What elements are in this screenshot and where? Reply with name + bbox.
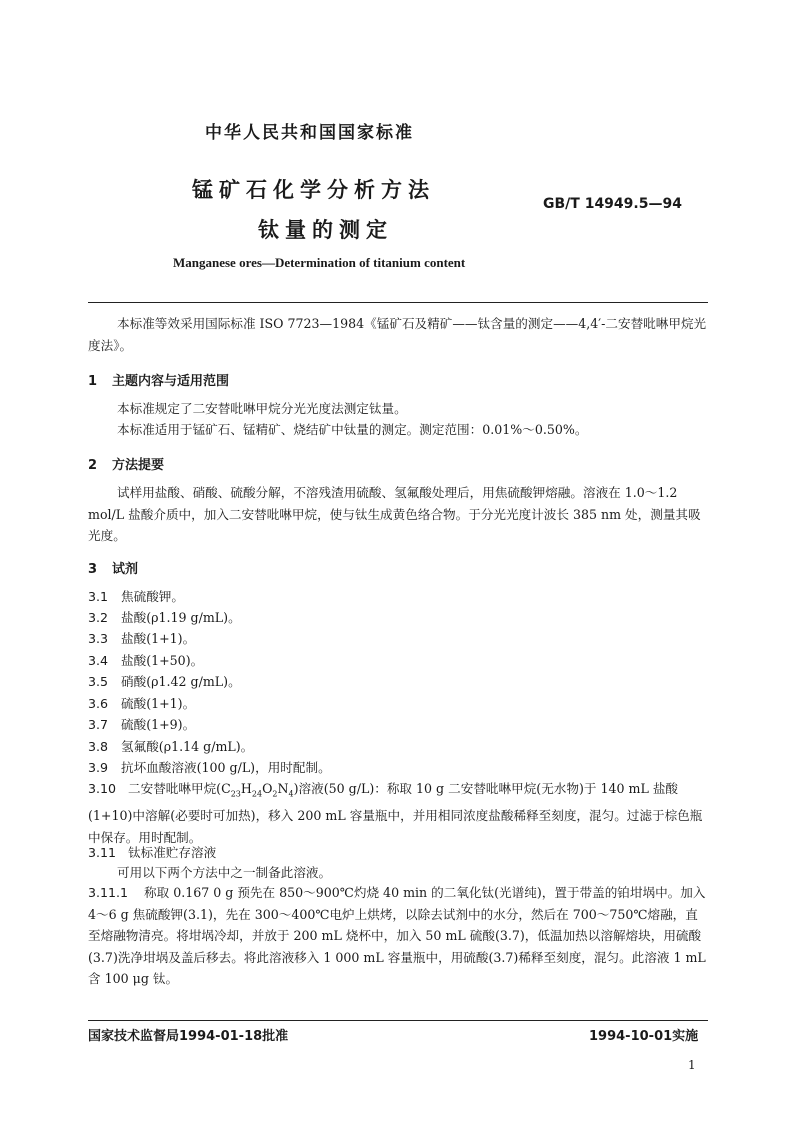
reagent-item: 3.2 盐酸(ρ1.19 g/mL)。 xyxy=(88,610,241,625)
reagent-item: 3.3 盐酸(1+1)。 xyxy=(88,631,196,646)
reagent-item: 3.6 硫酸(1+1)。 xyxy=(88,696,196,711)
reagent-item: 3.7 硫酸(1+9)。 xyxy=(88,717,196,732)
reagent-3-11-paragraph: 可用以下两个方法中之一制备此溶液。 xyxy=(117,865,332,880)
footer-rule xyxy=(88,1020,708,1021)
header-rule xyxy=(88,302,708,303)
section-number: 3 xyxy=(88,562,98,577)
reagent-item: 3.5 硝酸(ρ1.42 g/mL)。 xyxy=(88,674,241,689)
reagent-item: 3.8 氢氟酸(ρ1.14 g/mL)。 xyxy=(88,739,254,754)
reagent-item-3-11: 3.11 钛标准贮存溶液 xyxy=(88,845,217,860)
section-1-heading xyxy=(88,370,229,389)
reagent-item: 3.9 抗坏血酸溶液(100 g/L)，用时配制。 xyxy=(88,760,331,775)
section-2-paragraph: 试样用盐酸、硝酸、硫酸分解，不溶残渣用硫酸、氢氟酸处理后，用焦硫酸钾熔融。溶液在 1.0～1.2 mol/L 盐酸介质中，加入二安替吡啉甲烷，使与钛生成黄色络合物。于分光光度计波长 385 nm 处，测量其吸光度。 xyxy=(88,485,701,543)
reagent-item: 3.1 焦硫酸钾。 xyxy=(88,589,184,604)
document-title-line1: 锰矿石化学分析方法 xyxy=(192,178,435,202)
document-title-line2: 钛量的测定 xyxy=(258,218,393,242)
approval-note: 国家技术监督局1994-01-18批准 xyxy=(88,1029,289,1044)
page-number: 1 xyxy=(688,1058,696,1072)
section-2-heading xyxy=(88,454,164,473)
section-title: 试剂 xyxy=(112,562,139,577)
section-title: 方法提要 xyxy=(112,458,165,473)
reagent-item-3-11-1: 3.11.1 称取 0.167 0 g 预先在 850～900℃灼烧 40 min 的二氧化钛(光谱纯)，置于带盖的铂坩埚中。加入 4～6 g 焦硫酸钾(3.1)，先在 300～400℃电炉上烘烤，以除去试剂中的水分，然后在 700～750℃熔融，直至熔融物清亮。将坩埚冷却，并放于 200 mL 烧杯中，加入 50 mL 硫酸(3.7)，低温加热以溶解熔块，用硫酸(3.7)洗净坩埚及盖后移去。将此溶液移入 1 000 mL 容量瓶中，用硫酸(3.7)稀释至刻度，混匀。此溶液 1 mL 含 100 μg 钛。 xyxy=(88,885,706,986)
effective-date: 1994-10-01实施 xyxy=(589,1029,699,1044)
english-title: Manganese ores—Determination of titanium content xyxy=(173,255,466,270)
reagent-item: 3.4 盐酸(1+50)。 xyxy=(88,653,204,668)
section-3-heading xyxy=(88,558,138,577)
standard-number: GB/T 14949.5—94 xyxy=(543,196,682,212)
section-1-paragraph-2: 本标准适用于锰矿石、锰精矿、烧结矿中钛量的测定。测定范围：0.01%～0.50%。 xyxy=(117,422,588,437)
section-number: 1 xyxy=(88,374,98,389)
intro-paragraph: 本标准等效采用国际标准 ISO 7723—1984《锰矿石及精矿——钛含量的测定——4,4′-二安替吡啉甲烷光度法》。 xyxy=(88,316,707,353)
issuing-body: 中华人民共和国国家标准 xyxy=(205,123,414,143)
reagent-item-3-10: 3.10 二安替吡啉甲烷$(C_{23}H_{24}O_2N_4)$溶液(50 g/L)：称取 10 g 二安替吡啉甲烷(无水物)于 140 mL 盐酸(1+10)中溶解(必要时可加热)，移入 200 mL 容量瓶中，并用相同浓度盐酸稀释至刻度，混匀。过滤于棕色瓶中保存。用时配制。 xyxy=(88,781,703,845)
section-title: 主题内容与适用范围 xyxy=(112,374,230,389)
section-1-paragraph-1: 本标准规定了二安替吡啉甲烷分光光度法测定钛量。 xyxy=(117,401,407,416)
section-number: 2 xyxy=(88,458,98,473)
